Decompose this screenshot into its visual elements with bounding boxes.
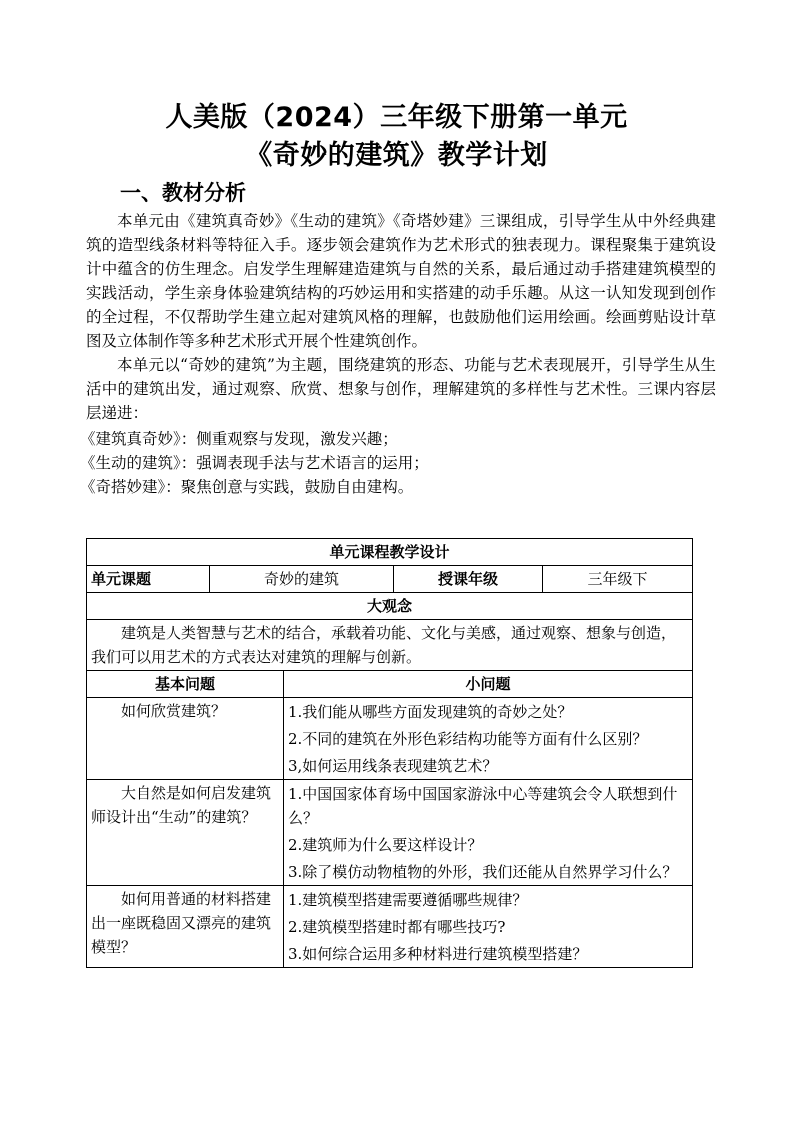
basic-question: 大自然是如何启发建筑师设计出“生动”的建筑？ bbox=[87, 780, 284, 886]
grade-label: 授课年级 bbox=[394, 566, 543, 593]
unit-info-row bbox=[87, 566, 693, 593]
grade-value: 三年级下 bbox=[543, 566, 693, 593]
big-idea-label: 大观念 bbox=[87, 593, 693, 620]
table-row bbox=[87, 698, 693, 780]
basic-question: 如何欣赏建筑？ bbox=[87, 698, 284, 780]
table-header: 单元课程教学设计 bbox=[87, 539, 693, 566]
small-question-header: 小问题 bbox=[284, 671, 693, 698]
question-header-row bbox=[87, 671, 693, 698]
small-question: 3,如何运用线条表现建筑艺术？ bbox=[288, 757, 498, 775]
small-question: 2.建筑师为什么要这样设计？ bbox=[288, 836, 483, 854]
small-question: 1.我们能从哪些方面发现建筑的奇妙之处？ bbox=[288, 703, 573, 721]
table-header-row bbox=[87, 539, 693, 566]
table-row bbox=[87, 780, 693, 886]
basic-question: 如何用普通的材料搭建出一座既稳固又漂亮的建筑模型？ bbox=[87, 886, 284, 968]
big-idea-text: 建筑是人类智慧与艺术的结合，承载着功能、文化与美感，通过观察、想象与创造，我们可以用艺术的方式表达对建筑的理解与创新。 bbox=[87, 620, 693, 671]
lesson-line-3: 《奇搭妙建》：聚焦创意与实践，鼓励自由建构。 bbox=[80, 478, 414, 496]
unit-design-table bbox=[86, 538, 693, 968]
table-row bbox=[87, 886, 693, 968]
document-title-line1: 人美版（2024）三年级下册第一单元 bbox=[165, 102, 628, 133]
small-question: 3.除了模仿动物植物的外形，我们还能从自然界学习什么？ bbox=[288, 863, 678, 881]
small-question: 1.建筑模型搭建需要遵循哪些规律？ bbox=[288, 891, 528, 909]
small-question: 2.不同的建筑在外形色彩结构功能等方面有什么区别？ bbox=[288, 730, 648, 748]
paragraph-1: 本单元由《建筑真奇妙》《生动的建筑》《奇塔妙建》三课组成，引导学生从中外经典建筑的造型线条材料等特征入手。逐步领会建筑作为艺术形式的独表现力。课程聚集于建筑设计中蕴含的仿生理念。启发学生理解建造建筑与自然的关系，最后通过动手搭建建筑模型的实践活动，学生亲身体验建筑结构的巧妙运用和实搭建的动手乐趣。从这一认知发现到创作的全过程，不仅帮助学生建立起对建筑风格的理解，也鼓励他们运用绘画。绘画剪贴设计草图及立体制作等多种艺术形式开展个性建筑创作。 bbox=[86, 212, 716, 350]
small-question: 1.中国国家体育场中国国家游泳中心等建筑会令人联想到什么？ bbox=[288, 785, 678, 827]
unit-value: 奇妙的建筑 bbox=[210, 566, 394, 593]
lesson-line-1: 《建筑真奇妙》：侧重观察与发现，激发兴趣； bbox=[80, 430, 398, 448]
lesson-line-2: 《生动的建筑》：强调表现手法与艺术语言的运用； bbox=[80, 454, 429, 472]
small-question: 3.如何综合运用多种材料进行建筑模型搭建？ bbox=[288, 945, 588, 963]
paragraph-2: 本单元以“奇妙的建筑”为主题，围绕建筑的形态、功能与艺术表现展开，引导学生从生活中的建筑出发，通过观察、欣赏、想象与创作，理解建筑的多样性与艺术性。三课内容层层递进： bbox=[86, 356, 716, 422]
section-heading: 一、教材分析 bbox=[120, 181, 246, 205]
big-idea-label-row bbox=[87, 593, 693, 620]
basic-question-header: 基本问题 bbox=[87, 671, 284, 698]
small-question: 2.建筑模型搭建时都有哪些技巧? bbox=[288, 918, 506, 936]
document-title-line2: 《奇妙的建筑》教学计划 bbox=[245, 140, 548, 171]
unit-label: 单元课题 bbox=[87, 566, 210, 593]
big-idea-text-row bbox=[87, 620, 693, 671]
